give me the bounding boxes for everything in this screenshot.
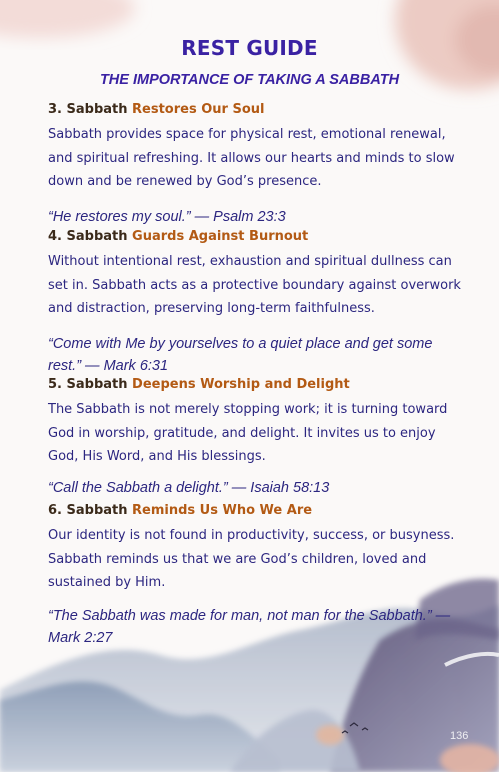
scripture-quote: “Call the Sabbath a delight.” — Isaiah 58:13	[48, 479, 330, 496]
heading-number: 3. Sabbath	[48, 102, 128, 117]
section-body: Our identity is not found in productivity, success, or busyness. Sabbath reminds us that we are God’s children, loved and sustained by Him.	[48, 528, 455, 590]
page-number: 136	[450, 730, 469, 742]
heading-number: 6. Sabbath	[48, 503, 128, 518]
heading-text: Reminds Us Who We Are	[127, 503, 313, 518]
section-heading	[48, 502, 468, 520]
page-subtitle: THE IMPORTANCE OF TAKING A SABBATH	[99, 72, 400, 88]
section-reminds-identity	[48, 502, 468, 649]
page-title: REST GUIDE	[181, 36, 318, 60]
scripture-quote: “The Sabbath was made for man, not man for the Sabbath.” — Mark 2:27	[48, 607, 451, 646]
section-heading	[48, 101, 468, 119]
scripture-quote: “He restores my soul.” — Psalm 23:3	[48, 208, 286, 225]
heading-text: Deepens Worship and Delight	[127, 377, 350, 392]
section-heading	[48, 228, 468, 246]
section-body: Without intentional rest, exhaustion and spiritual dullness can set in. Sabbath acts as a protective boundary against overwork and distraction, preserving long-term faithfulness.	[48, 254, 461, 316]
section-heading	[48, 376, 468, 394]
section-deepens-worship	[48, 376, 468, 499]
scripture-quote: “Come with Me by yourselves to a quiet place and get some rest.” — Mark 6:31	[48, 335, 433, 374]
heading-text: Restores Our Soul	[127, 102, 265, 117]
heading-text: Guards Against Burnout	[127, 229, 309, 244]
section-body: The Sabbath is not merely stopping work; it is turning toward God in worship, gratitude, and delight. It invites us to enjoy God, His Word, and His blessings.	[48, 402, 448, 464]
section-restores-soul	[48, 101, 468, 228]
heading-number: 4. Sabbath	[48, 229, 128, 244]
section-guards-burnout	[48, 228, 468, 377]
section-body: Sabbath provides space for physical rest, emotional renewal, and spiritual refreshing. It allows our hearts and minds to slow down and be renewed by God’s presence.	[48, 127, 455, 189]
heading-number: 5. Sabbath	[48, 377, 128, 392]
